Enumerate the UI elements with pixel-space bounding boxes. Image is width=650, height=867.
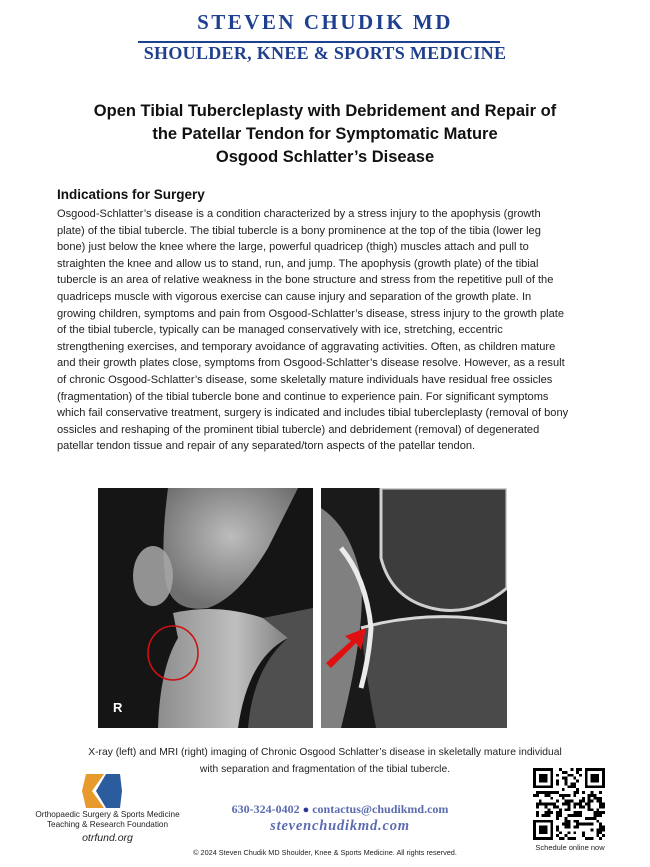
qr-code[interactable] [533, 768, 605, 840]
foundation-url[interactable]: otrfund.org [82, 832, 133, 844]
contact-line [200, 802, 480, 817]
phone-number[interactable]: 630-324-0402 [231, 802, 300, 816]
mri-image [321, 488, 507, 728]
title-line-1: Open Tibial Tubercleplasty with Debridement and Repair of [93, 102, 557, 120]
separator-dot-icon: ● [302, 804, 310, 816]
section-body: Osgood-Schlatter’s disease is a condition characterized by a stress injury to the apophysis (growth plate) of the tibial tubercle. The tibial tubercle is a bony prominence at the top of the tibia (lower leg bone) just below the knee where the large, powerful quadricep (thigh) muscles attach and pull to straighten the knee and allow us to stand, run, and jump. The apophysis (growth plate) of the tibial tubercle is an area of relative weakness in the bone structure and stress from the repetitive pull of the quadriceps muscle with vigorous exercise can cause injury and separation of the growth plate. In growing children, symptoms and pain from Osgood-Schlatter’s disease, stress injury to the growth plate of the tibial tubercle, typically can be managed conservatively with ice, stretching, eccentric strengthening exercises, and temporary avoidance of aggravating activities. Often, as children mature and their growth plates close, symptoms from Osgood-Schlatter’s disease resolve. However, as a result of chronic Osgood-Schlatter’s disease, some skeletally mature individuals have residual free ossicles (fragmentation) of the tibial tubercle bone and continue to experience pain. For significant symptoms which fail conservative treatment, surgery is indicated and includes tibial tubercleplasty (removal of bony ossicles and reshaping of the prominent tibial tubercle) and debridement (removal) of degenerated patellar tendon tissue and repair of any separated/torn aspects of the patellar tendon. [57, 208, 569, 453]
title-line-2: the Patellar Tendon for Symptomatic Mature [152, 125, 498, 143]
foundation-name [20, 810, 195, 830]
xray-side-marker: R [113, 700, 123, 715]
xray-image [98, 488, 313, 728]
section-heading: Indications for Surgery [57, 187, 205, 202]
website-link[interactable]: stevenchudikmd.com [270, 818, 410, 834]
caption-line-2: with separation and fragmentation of the tibial tubercle. [199, 764, 451, 775]
image-caption [40, 744, 610, 778]
foundation-logo [80, 772, 124, 810]
copyright-notice: © 2024 Steven Chudik MD Shoulder, Knee & Sports Medicine. All rights reserved. [193, 848, 457, 857]
practice-name: STEVEN CHUDIK MD [197, 10, 453, 34]
foundation-name-line-2: Teaching & Research Foundation [46, 820, 169, 829]
page-title [40, 100, 610, 169]
title-line-3: Osgood Schlatter’s Disease [215, 148, 435, 166]
email-link[interactable]: contactus@chudikmd.com [312, 802, 449, 816]
foundation-name-line-1: Orthopaedic Surgery & Sports Medicine [35, 810, 180, 819]
caption-line-1: X-ray (left) and MRI (right) imaging of Chronic Osgood Schlatter’s disease in skeletally mature individual [88, 747, 562, 758]
practice-subtitle: SHOULDER, KNEE & SPORTS MEDICINE [143, 43, 507, 63]
schedule-online-label: Schedule online now [535, 843, 605, 852]
